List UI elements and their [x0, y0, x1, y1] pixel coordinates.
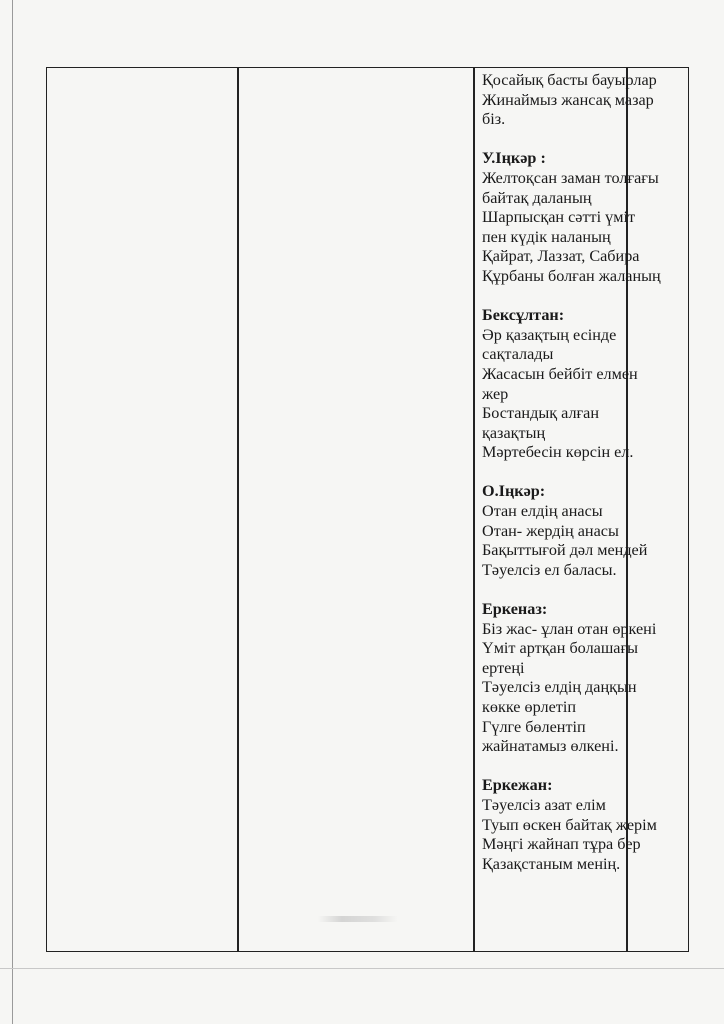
poem-line: Бостандық алған — [482, 404, 600, 423]
poem-line: көкке өрлетіп — [482, 698, 576, 716]
poem-line: Желтоқсан заман толғағы — [482, 168, 659, 187]
poem-line: Отан елдің анасы — [482, 502, 603, 521]
poem-cell — [482, 71, 692, 894]
poem-line: Мәңгі жайнап тұра бер — [482, 835, 641, 854]
poem-line: Әр қазақтың есінде — [482, 325, 617, 344]
poem-line: Бақыттығой дәл мендей — [482, 541, 648, 560]
poem-line: Тәуелсіз азат елім — [482, 795, 606, 814]
poem-line: пен күдік наланың — [482, 227, 611, 246]
scan-edge-left — [12, 0, 13, 1024]
poem-line: Құрбаны болған жаланың — [482, 266, 661, 285]
poem-line: Туып өскен байтақ жерім — [482, 815, 657, 834]
poem-line: ертеңі — [482, 658, 525, 677]
faint-scan-mark — [318, 916, 398, 922]
poem-line: Жинаймыз жансақ мазар — [482, 90, 654, 109]
poem-line: сақталады — [482, 345, 554, 364]
poem-line: жер — [482, 384, 509, 403]
poem-line: Шарпысқан сәтті үміт — [482, 208, 636, 227]
stanza-erkezhan — [482, 776, 692, 874]
poem-line: байтақ даланың — [482, 188, 592, 207]
speaker-name: Еркежан: — [482, 776, 553, 795]
poem-line: жайнатамыз өлкені. — [482, 737, 619, 756]
stanza-o-inkar — [482, 482, 692, 580]
poem-line: Отан- жердің анасы — [482, 521, 619, 540]
speaker-name: Еркеназ: — [482, 600, 548, 619]
poem-line: Үміт артқан болашағы — [482, 639, 638, 658]
scan-edge-bottom — [0, 968, 724, 969]
poem-line: біз. — [482, 110, 506, 129]
speaker-name: У.Іңкәр : — [482, 149, 546, 168]
stanza-erkenaz — [482, 600, 692, 757]
poem-line: Қазақстаным менің. — [482, 854, 621, 873]
speaker-name: Бексұлтан: — [482, 306, 565, 325]
poem-line: Тәуелсіз ел баласы. — [482, 560, 617, 579]
poem-line: Гүлге бөлентіп — [482, 717, 586, 736]
poem-line: Қайрат, Лаззат, Сабира — [482, 247, 640, 266]
column-divider-1 — [237, 68, 239, 951]
poem-line: Мәртебесін көрсін ел. — [482, 443, 634, 462]
stanza-beksultan — [482, 306, 692, 463]
speaker-name: О.Іңкәр: — [482, 482, 546, 501]
poem-line: Қосайық басты бауырлар — [482, 71, 657, 89]
intro-stanza — [482, 71, 692, 130]
column-divider-2 — [473, 68, 475, 951]
poem-line: қазақтың — [482, 423, 546, 442]
poem-line: Біз жас- ұлан отан өркені — [482, 619, 657, 638]
poem-line: Тәуелсіз елдің даңқын — [482, 678, 637, 697]
stanza-u-inkar — [482, 149, 692, 286]
poem-line: Жасасын бейбіт елмен — [482, 364, 638, 383]
